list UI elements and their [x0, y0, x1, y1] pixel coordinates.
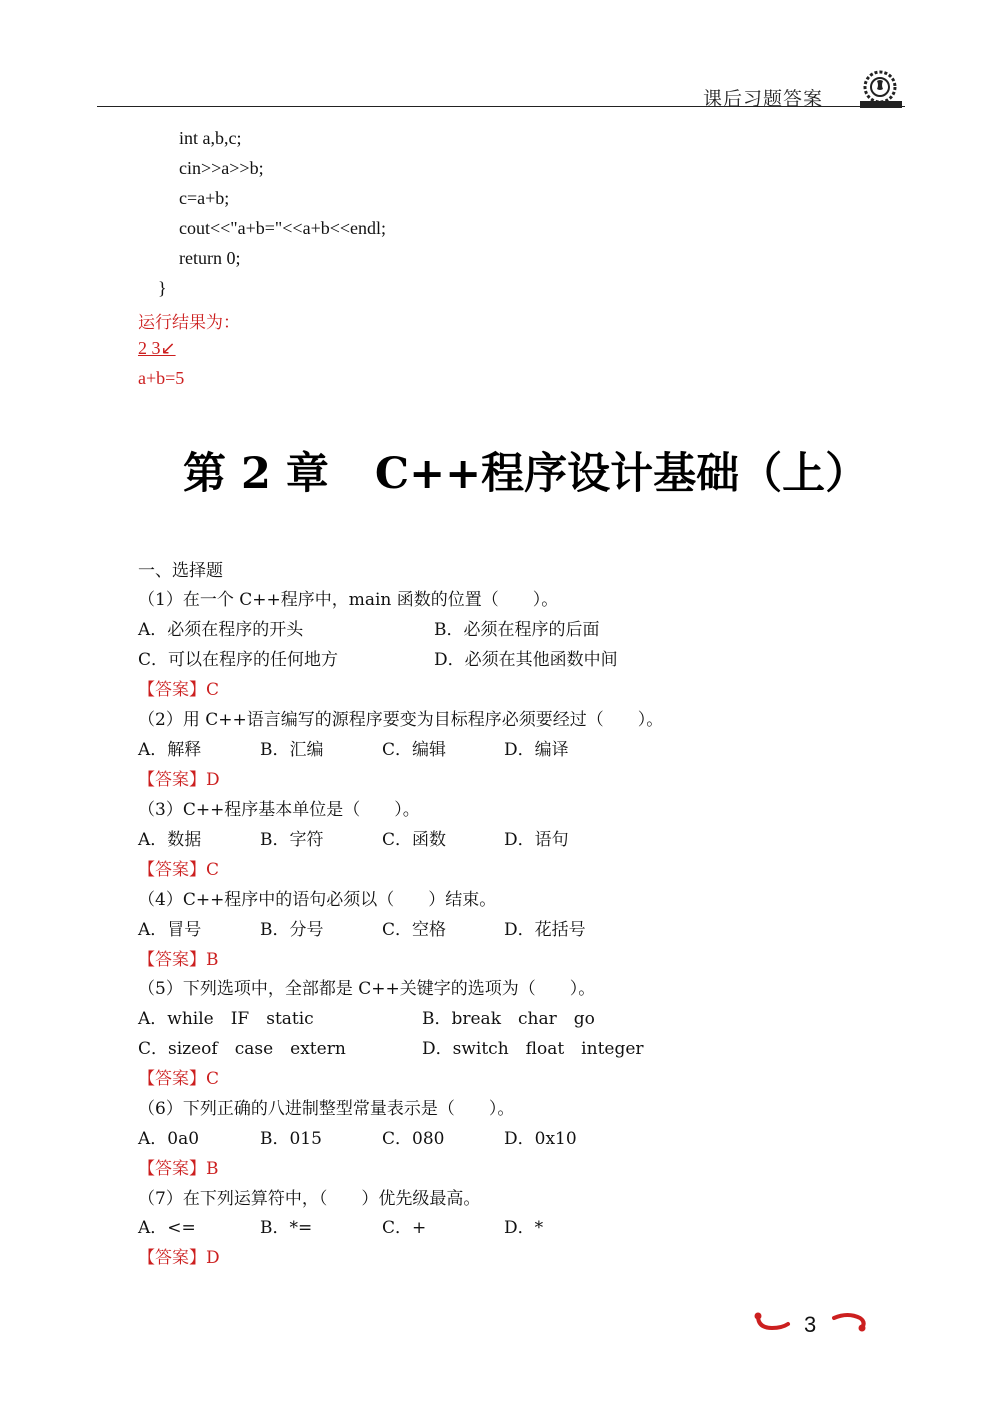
question-stem: （6）下列正确的八进制整型常量表示是（ ）。: [138, 1099, 515, 1119]
answer-label: 【答案】B: [138, 1159, 219, 1179]
code-line-3: c=a+b;: [179, 188, 230, 208]
option-a: A．必须在程序的开头: [138, 620, 304, 640]
question-stem: （1）在一个 C++程序中，main 函数的位置（ ）。: [138, 590, 559, 610]
section-title: 一、选择题: [138, 561, 223, 581]
question-stem: （3）C++程序基本单位是（ ）。: [138, 800, 420, 820]
option-d: D．switch float integer: [422, 1039, 644, 1059]
code-line-5: return 0;: [179, 248, 241, 268]
run-result-input: 2 3↙: [138, 338, 176, 358]
question-stem: （5）下列选项中，全部都是 C++关键字的选项为（ ）。: [138, 979, 596, 999]
option-a: A．while IF static: [138, 1009, 314, 1029]
code-line-2: cin>>a>>b;: [179, 158, 264, 178]
header-divider: [97, 106, 905, 107]
answer-label: 【答案】C: [138, 860, 220, 880]
option-b: B．必须在程序的后面: [434, 620, 600, 640]
code-line-1: int a,b,c;: [179, 128, 242, 148]
answer-label: 【答案】C: [138, 680, 220, 700]
option-c: C．+: [382, 1218, 427, 1238]
option-b: B．汇编: [260, 740, 324, 760]
option-d: D．花括号: [504, 920, 586, 940]
option-b: B．字符: [260, 830, 324, 850]
option-d: D．0x10: [504, 1129, 577, 1149]
option-a: A．数据: [138, 830, 202, 850]
option-d: D．必须在其他函数中间: [434, 650, 618, 670]
answer-label: 【答案】D: [138, 1248, 220, 1268]
chapter-title: C++程序设计基础（上）: [374, 449, 869, 499]
option-c: C．函数: [382, 830, 447, 850]
option-c: C．sizeof case extern: [138, 1039, 346, 1059]
code-closing-brace: }: [158, 278, 167, 298]
option-b: B．break char go: [422, 1009, 595, 1029]
option-b: B．*=: [260, 1218, 313, 1238]
option-a: A．冒号: [138, 920, 202, 940]
option-a: A．解释: [138, 740, 202, 760]
question-stem: （4）C++程序中的语句必须以（ ）结束。: [138, 890, 497, 910]
option-c: C．可以在程序的任何地方: [138, 650, 339, 670]
run-result-label: 运行结果为：: [138, 313, 240, 333]
right-swirl-ornament-icon: [830, 1310, 870, 1334]
option-a: A．<=: [138, 1218, 196, 1238]
running-header-title: 课后习题答案: [703, 88, 824, 110]
run-result-output: a+b=5: [138, 368, 185, 388]
option-b: B．015: [260, 1129, 322, 1149]
code-line-4: cout<<"a+b="<<a+b<<endl;: [179, 218, 387, 238]
option-d: D．语句: [504, 830, 569, 850]
option-c: C．编辑: [382, 740, 447, 760]
chapter-number: 第 2 章: [183, 449, 329, 499]
option-d: D．*: [504, 1218, 544, 1238]
option-c: C．空格: [382, 920, 447, 940]
option-d: D．编译: [504, 740, 569, 760]
chapter-heading: [183, 440, 868, 501]
publisher-logo-icon: [856, 68, 906, 110]
answer-label: 【答案】B: [138, 950, 219, 970]
option-c: C．080: [382, 1129, 445, 1149]
question-stem: （7）在下列运算符中，（ ）优先级最高。: [138, 1189, 481, 1209]
left-swirl-ornament-icon: [752, 1310, 792, 1334]
option-b: B．分号: [260, 920, 324, 940]
page-number: 3: [804, 1312, 817, 1337]
answer-label: 【答案】C: [138, 1069, 220, 1089]
question-stem: （2）用 C++语言编写的源程序要变为目标程序必须要经过（ ）。: [138, 710, 664, 730]
answer-label: 【答案】D: [138, 770, 220, 790]
option-a: A．0a0: [138, 1129, 200, 1149]
